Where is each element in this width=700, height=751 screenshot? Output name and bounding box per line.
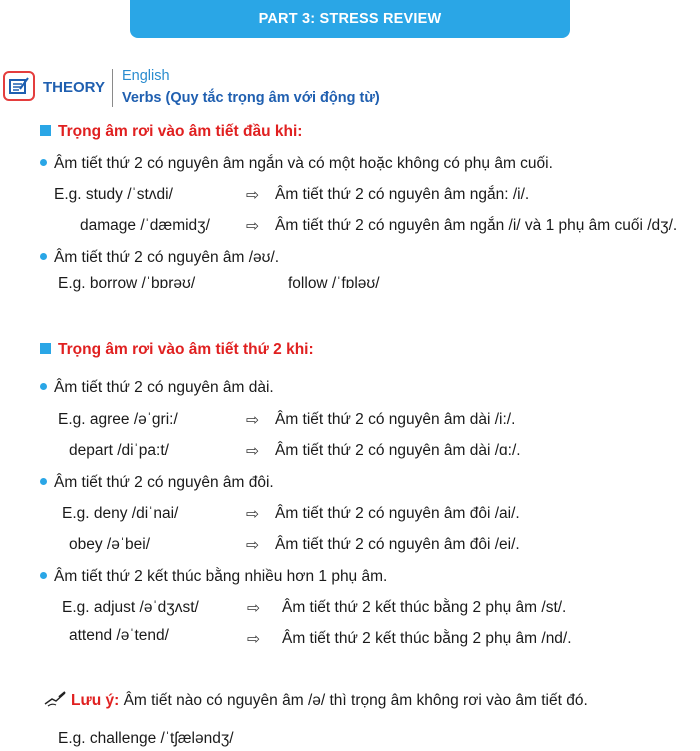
section2-heading: Trọng âm rơi vào âm tiết thứ 2 khi:	[40, 341, 314, 359]
section1-rule2: Âm tiết thứ 2 có nguyên âm /əʊ/.	[40, 249, 279, 267]
example-borrow: E.g. borrow /ˈbɒrəʊ/	[58, 275, 196, 292]
writing-hand-icon	[44, 691, 66, 707]
note-text: Âm tiết nào có nguyên âm /ə/ thì trọng âm không rơi vào âm tiết đó.	[123, 692, 588, 709]
section1-heading: Trọng âm rơi vào âm tiết đầu khi:	[40, 123, 302, 141]
note-label: Lưu ý:	[71, 692, 120, 709]
explanation-agree: Âm tiết thứ 2 có nguyên âm dài /i:/.	[275, 411, 516, 428]
part-banner	[130, 0, 570, 38]
dot-bullet-icon	[40, 253, 47, 260]
theory-divider	[112, 69, 113, 107]
square-bullet-icon	[40, 125, 51, 136]
explanation-obey: Âm tiết thứ 2 có nguyên âm đôi /ei/.	[275, 536, 520, 553]
arrow-right-icon: ⇨	[246, 443, 259, 460]
subtitle-verbs: Verbs (Quy tắc trọng âm với động từ)	[122, 90, 380, 106]
explanation-depart: Âm tiết thứ 2 có nguyên âm dài /ɑ:/.	[275, 442, 521, 459]
explanation-adjust: Âm tiết thứ 2 kết thúc bằng 2 phụ âm /st/.	[282, 599, 567, 616]
example-follow: follow /ˈfɒləʊ/	[288, 275, 380, 292]
example-adjust: E.g. adjust /əˈdʒʌst/	[62, 599, 199, 616]
part-title: PART 3: STRESS REVIEW	[258, 11, 442, 27]
dot-bullet-icon	[40, 383, 47, 390]
example-depart: depart /diˈpa:t/	[69, 442, 169, 459]
subtitle-english: English	[122, 68, 170, 84]
section2-rule1: Âm tiết thứ 2 có nguyên âm dài.	[40, 379, 274, 397]
section2-rule3: Âm tiết thứ 2 kết thúc bằng nhiều hơn 1 phụ âm.	[40, 568, 387, 586]
arrow-right-icon: ⇨	[246, 412, 259, 429]
square-bullet-icon	[40, 343, 51, 354]
example-damage: damage /ˈdæmidʒ/	[80, 217, 210, 234]
arrow-right-icon: ⇨	[246, 537, 259, 554]
dot-bullet-icon	[40, 572, 47, 579]
example-challenge: E.g. challenge /ˈtʃæləndʒ/	[58, 730, 234, 747]
explanation-attend: Âm tiết thứ 2 kết thúc bằng 2 phụ âm /nd/.	[282, 630, 572, 647]
arrow-right-icon: ⇨	[246, 187, 259, 204]
section2-rule2: Âm tiết thứ 2 có nguyên âm đôi.	[40, 474, 274, 492]
arrow-right-icon: ⇨	[246, 506, 259, 523]
notebook-icon	[3, 71, 35, 101]
example-deny: E.g. deny /diˈnai/	[62, 505, 179, 522]
explanation-study: Âm tiết thứ 2 có nguyên âm ngắn: /i/.	[275, 186, 530, 203]
example-attend: attend /əˈtend/	[69, 627, 169, 644]
section1-rule1: Âm tiết thứ 2 có nguyên âm ngắn và có một hoặc không có phụ âm cuối.	[40, 155, 553, 173]
example-agree: E.g. agree /əˈgri:/	[58, 411, 178, 428]
theory-label: THEORY	[43, 79, 105, 96]
note-line	[44, 691, 588, 710]
arrow-right-icon: ⇨	[247, 600, 260, 617]
arrow-right-icon: ⇨	[246, 218, 259, 235]
explanation-damage: Âm tiết thứ 2 có nguyên âm ngắn /i/ và 1 phụ âm cuối /dʒ/.	[275, 217, 678, 234]
dot-bullet-icon	[40, 159, 47, 166]
explanation-deny: Âm tiết thứ 2 có nguyên âm đôi /ai/.	[275, 505, 520, 522]
dot-bullet-icon	[40, 478, 47, 485]
example-study: E.g. study /ˈstʌdi/	[54, 186, 173, 203]
arrow-right-icon: ⇨	[247, 631, 260, 648]
example-obey: obey /əˈbei/	[69, 536, 150, 553]
